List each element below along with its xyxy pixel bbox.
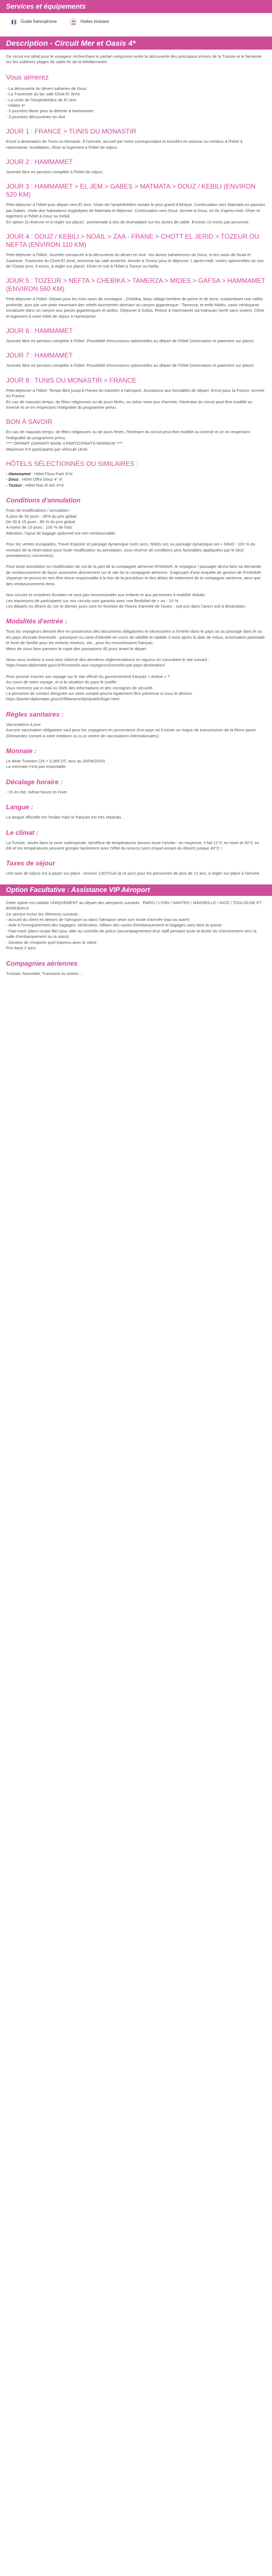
aimerez-title: Vous aimerez	[6, 72, 49, 81]
hotel-name: : Hôtel Ras El Ain 4*nl	[22, 482, 64, 488]
services-row	[0, 13, 272, 33]
service-visites	[70, 19, 109, 26]
day-3-title: JOUR 3 : HAMMAMET > EL JEM > GABES > MATMATA > DOUZ / KEBILI (ENVIRON 520 KM)	[6, 183, 256, 199]
taxes-text: Une taxe de séjour est à payer sur place : environ 12DT/nuit (à ce jour) pour les personnes de plus de 12 ans, à régler sur place à l'arrivée.	[6, 871, 261, 876]
bon-savoir-line: Maximum 5-6 participants par véhicule (4x4).	[6, 446, 89, 452]
langue-text: La langue officielle est l'arabe mais le français est très répandu.	[6, 815, 122, 820]
description-banner: Description - Circuit Mer et Oasis 4*	[0, 37, 272, 50]
option-banner: Option Facultative : Assistance VIP Aéroport	[0, 884, 272, 896]
hotel-name: : Hôtel Offra Douz 4* nl	[18, 477, 63, 482]
day-7-title: JOUR 7 : HAMMAMET	[6, 351, 73, 360]
monnaie-text: Le dinar Tunisien (1€ = 3,365 DT, taux au 30/04/2024). La monnaie n'est pas exportable.	[6, 759, 106, 769]
page	[0, 0, 272, 998]
taxes-title: Taxes de séjour	[6, 859, 55, 868]
day-4-text: Petit déjeuner à l'hôtel. Journée consacrée à la découverte du désert en 4x4 : les dunes sahariennes de Douz, et les oasis de Noail et Zaafrane. Traversée du Chott El Jerid, immense lac salé asséché. Arrivée à Tozeur pour le déjeuner. L'après-midi, visites optionnelles du zoo de l'Oasis (env. 3 euros, à régler sur place). Dîner et nuit à l'hôtel à Tozeur ou Nefta.	[6, 252, 264, 269]
climat-title: Le climat :	[6, 828, 39, 837]
day-8-text: Petit déjeuner à l'hôtel. Temps libre jusqu'à l'heure du transfert à l'aéroport. Assistance aux formalités de départ. Envol pour la France. Arrivée en France. En cas de mauvais temps, de fêtes religieuses ou de jours fériés, ou selon votre jour d'arrivée, l'itinéraire du circuit peut être modifié ou inversé et ce en respectant l'intégralité du programme prévu.	[6, 387, 265, 410]
day-5-title: JOUR 5 : TOZEUR > NEFTA > CHEBIKA > TAMERZA > MIDES > GAFSA > HAMMAMET (ENVIRON 560 KM)	[6, 277, 265, 293]
formalites-para: Nous vous invitons à vous tenir informé des dernières réglementations en vigueur en consultant le site suivant : https://www.diplomatie.gouv.fr/fr/conseils-aux-voyageurs/conseils-par-pays-destination/	[6, 657, 209, 668]
service-guide-label: Guide francophone	[21, 19, 57, 25]
aimerez-item: - La découverte du désert saharien de Douz	[6, 86, 87, 91]
compagnies-text: Tunisair, Nouvelair, Transavia ou autres ...	[6, 971, 83, 976]
aimerez-item: - 3 journées libres pour la détente à Hammamet	[6, 108, 94, 114]
hotel-item	[6, 477, 266, 482]
decalage-title: Décalage horaire :	[6, 778, 63, 786]
hotels-title: HÔTELS SÉLECTIONNÉS OU SIMILAIRES :	[6, 460, 138, 468]
day-5-text: Petit déjeuner à l'hôtel. Départ pour les trois oasis de montagne : Chebika, beau village berbère de pierre et de terre, surplombant une vallée profonde, puis par une piste traversant des reliefs tourmentés donnant un canyon gigantesque : Tamerza, et enfin Midès, oasis verdoyante encaissée dans un canyon aux parois gigantesques et arides. Déjeuner à Gafsa. Retour à Hammamet via Kairouan (arrêt sans visites). Dîner et logement à votre hôtel de séjour à Hammamet.	[6, 296, 265, 319]
climat-text: La Tunisie, située dans la zone subtropicale, bénéficie de températures douces toute l'année : en moyenne, il fait 12°C en hiver et 30°C en été et les températures peuvent grimper facilement avec l'effet du sirocco (vent chaud venant du désert) jusque 40°C !	[6, 840, 259, 851]
conditions-para: Pour toute annulation ou modification de vol de la part de la compagnie aérienne RYANAIR, le voyageur / passager devra faire sa demande de remboursement de façon autonome directement sur le site de la compagnie aérienne. S'agissant d'une enquête de gestion de RYANAIR, Voyamar ne pourra en rien être tenue responsable à la fois de la procédure et des délais de traitement de la compagnie aérienne, ainsi que des remboursements émis.	[6, 564, 262, 586]
formalites-para: Pour pouvoir inscrire son voyage sur le site officiel du gouvernement français « Ariane » ? Au cours de votre voyage, et si la situation du pays le justifie : Vous recevrez par e-mail ou SMS des informations et des consignes de sécurité. La personne de contact désignée sur votre compte pourra également être prévenue si vous le désirez. https://pastel.diplomatie.gouv.fr/fildariane/dyn/public/login.html	[6, 674, 194, 702]
conditions-para: Nos circuits et croisières fluviales ne sont pas recommandés aux enfants et aux personnes à mobilité réduite. Les maximums de participants sur nos circuits sont garantis avec une flexibilité de + ou - 10 %. Les départs ou dîners du 1er et dernier jours sont en fonction de l'heure d'arrivée de l'avion : soit pris dans l'avion soit à destination.	[6, 592, 246, 609]
decalage-text: - 1h en été, même heure en hiver	[6, 789, 67, 795]
sanitaires-title: Règles sanitaires :	[6, 710, 64, 718]
day-3-text: Petit déjeuner à l'hôtel puis départ vers El Jem. Visite de l'amphithéâtre romain le plus grand d'Afrique. Continuation vers Matmata en passant par Gabes. Visite des habitations troglodytes de Matmata et déjeuner. Continuation vers Douz. Arrivée à Douz, en fin d'après-midi. Dîner et logement à l'hôtel à Douz ou Kebili. En option (à réserver et à régler sur place) : promenade à dos de dromadaire sur les dunes de sable. Environ 10 euros par personne.	[6, 202, 265, 225]
hotels-list	[6, 471, 266, 488]
bon-savoir-line: **** DEPART GARANTI BASE 4 PARTICIPANTS MINIMUM ****	[6, 441, 123, 446]
hotel-item	[6, 471, 266, 477]
sanitaires-text: Vaccinations à jour. Aucune vaccination obligatoire sauf pour les voyageurs en provenance d'un pays où il existe un risque de transmission de la fièvre jaune (Demandez conseil à votre médecin ou à un centre de vaccinations internationales).	[6, 722, 256, 738]
description-intro: Ce circuit est idéal pour le voyageur recherchant le parfait compromis entre la découverte des principaux trésors de la Tunisie et le farniente sur les sublimes plages de sable fin de la Méditerranée.	[6, 54, 262, 65]
hotel-city: - Hammamet	[6, 471, 31, 476]
day-8-title: JOUR 8 : TUNIS OU MONASTIR > FRANCE	[6, 376, 137, 384]
content	[0, 50, 272, 977]
aimerez-item: - Hôtels 4*	[6, 103, 26, 108]
monnaie-title: Monnaie :	[6, 747, 36, 755]
bon-savoir-title: BON À SAVOIR	[6, 418, 53, 426]
flag-icon	[10, 19, 17, 26]
hotel-item	[6, 483, 266, 488]
formalites-title: Modalités d'entrée :	[6, 617, 67, 626]
conditions-para: Frais de modifications / annulation : À plus de 30 jours : 35% du prix global De 30 à 15 jours : 85 % du prix global A moins de 15 jours : 100 % de frais Attention, l'ajout de bagage optionnel est non-remboursable.	[6, 508, 116, 536]
compagnies-title: Compagnies aériennes	[6, 959, 78, 967]
langue-title: Langue :	[6, 803, 33, 811]
day-2-text: Journée libre en pension complète à l'hôtel de séjour.	[6, 169, 104, 175]
day-2-title: JOUR 2 : HAMMAMET	[6, 158, 73, 166]
aimerez-list	[6, 86, 266, 120]
aimerez-item: - La Traversée du lac salé Chott El Jerid	[6, 92, 80, 97]
day-7-text: Journée libre en pension complète à l'hôtel. Possibilité d'excursions optionnelles au départ de l'hôtel (réservation et paiement sur place)	[6, 363, 254, 368]
services-banner: Services et équipements	[0, 0, 272, 13]
conditions-title: Conditions d'annulation	[6, 496, 81, 505]
aimerez-item: - La visite de l'Amphithéâtre de El Jem	[6, 97, 77, 102]
aimerez-item: - 3 journées découvertes en 4x4	[6, 114, 65, 119]
bon-savoir-line: En cas de mauvais temps, de fêtes religieuses ou de jours fériés, l'itinéraire du circuit peut être modifié ou inversé et ce en respectant l'intégralité du programme prévu.	[6, 429, 250, 440]
hotel-city: - Douz	[6, 477, 19, 482]
service-visites-label: Visites incluses	[80, 19, 109, 25]
day-1-text: Envol à destination de Tunis ou Monastir. À l'arrivée, accueil par notre correspondant et transfert en autocar ou minibus à l'hôtel à Hammamet. Installation, dîner et logement à l'hôtel de séjour.	[6, 139, 243, 150]
option-text: Cette option est valable UNIQUEMENT au départ des aéroports suivants : PARIS / LYON / NANTES / MARSEILLE / NICE / TOULOUSE ET BORDEAUX Ce service inclus les éléments suivants : - Accueil du client en dehors de l'aéroport ou dans l'aéroport selon son mode d'arrivée (taxi ou autre) - Aide à l'enregistrement des bagages, vérification, édition des cartes d'embarquement et bagages sans faire la queue - Fast track (dans coupe file) pour aller au contrôle de police (accompagnement d'un staff pendant toute la durée du cheminement vers la salle d'embarquement ou la salon) - Gestion de n'importe quel imprévu avec le client Prix base 2 pers	[6, 900, 262, 951]
bon-savoir-body	[6, 429, 266, 452]
people-icon	[70, 19, 77, 26]
service-guide	[10, 19, 57, 26]
formalites-para: Tous les voyageurs devront être en possession des documents obligatoires et nécessaires à l'entrée dans le pays ou au passage dans le ou les pays d'escale éventuels : passeport ou carte d'identité en cours de validité et valable 3 mois après la date de retour, autorisation parentale et livret de famille pour les enfants mineurs, etc., pour les ressortissants français. Merci de nous faire parvenir la copie des passeports 45 jours avant le départ.	[6, 629, 265, 651]
day-6-text: Journée libre en pension complète à l'hôtel. Possibilité d'excursions optionnelles au départ de l'hôtel (réservation et paiement sur place)	[6, 338, 254, 343]
hotel-city: - Tozeur	[6, 482, 22, 488]
day-6-title: JOUR 6 : HAMMAMET	[6, 326, 73, 335]
day-1-title: JOUR 1 : FRANCE > TUNIS OU MONASTIR	[6, 128, 137, 136]
hotel-name: : Hôtel Flora Park 4*nl	[30, 471, 72, 476]
day-4-title: JOUR 4 : DOUZ / KEBILI > NOAIL > ZAA - FRANE > CHOTT EL JERID > TOZEUR OU NEFTA (ENVIRON 110 KM)	[6, 233, 259, 249]
conditions-para: Pour les ventes escapades, Travel Explorer et package dynamique (vols secs, hôtels sec ou package dynamique vol + hôtel) : 100 % du montant de la réservation pour toute modification ou annulation, sous réserve de conditions plus favorables appliquées par le (les) prestataire(s) concerné(s).	[6, 542, 255, 559]
